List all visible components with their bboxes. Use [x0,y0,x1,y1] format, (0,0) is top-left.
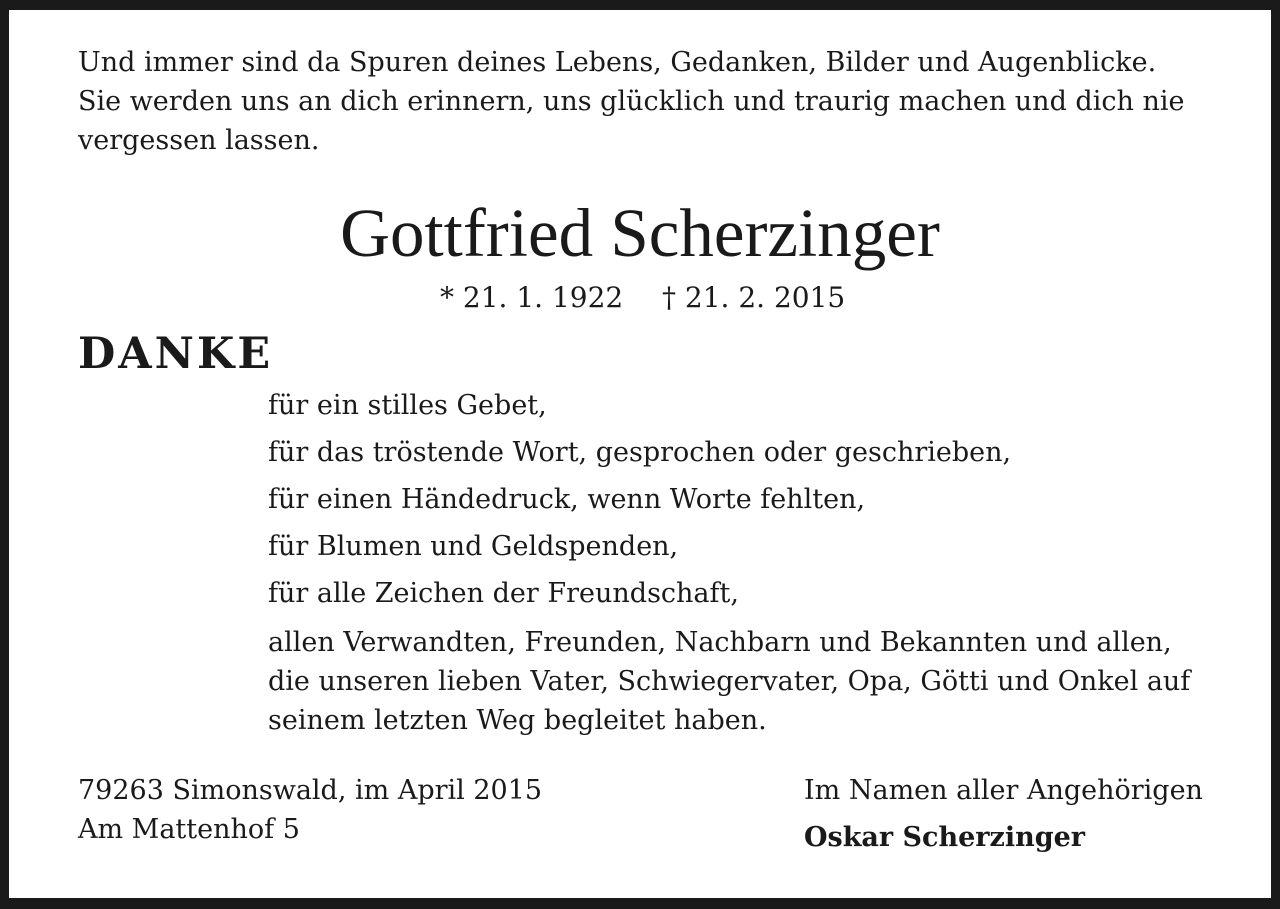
intro-line: vergessen lassen. [78,125,320,156]
intro-line: Sie werden uns an dich erinnern, uns glücklich und traurig machen und dich nie [78,86,1185,117]
thanks-line: für das tröstende Wort, gesprochen oder geschrieben, [268,437,1012,468]
thanks-line: für Blumen und Geldspenden, [268,531,679,562]
closing-line: seinem letzten Weg begleitet haben. [268,705,767,736]
danke-heading: DANKE [78,329,274,379]
place-date: 79263 Simonswald, im April 2015 [78,775,543,806]
deceased-name: Gottfried Scherzinger [340,195,940,271]
signature-intro: Im Namen aller Angehörigen [804,775,1203,806]
address: Am Mattenhof 5 [78,814,300,845]
thanks-line: für einen Händedruck, wenn Worte fehlten, [268,484,866,515]
closing-line: allen Verwandten, Freunden, Nachbarn und Bekannten und allen, [268,627,1172,658]
signature-name: Oskar Scherzinger [804,822,1086,853]
thanks-line: für alle Zeichen der Freundschaft, [268,578,739,609]
birth-date: * 21. 1. 1922 [440,281,624,314]
thanks-line: für ein stilles Gebet, [268,390,547,421]
closing-line: die unseren lieben Vater, Schwiegervater, Opa, Götti und Onkel auf [268,666,1191,697]
death-date: † 21. 2. 2015 [662,281,846,314]
intro-line: Und immer sind da Spuren deines Lebens, Gedanken, Bilder und Augenblicke. [78,47,1157,78]
